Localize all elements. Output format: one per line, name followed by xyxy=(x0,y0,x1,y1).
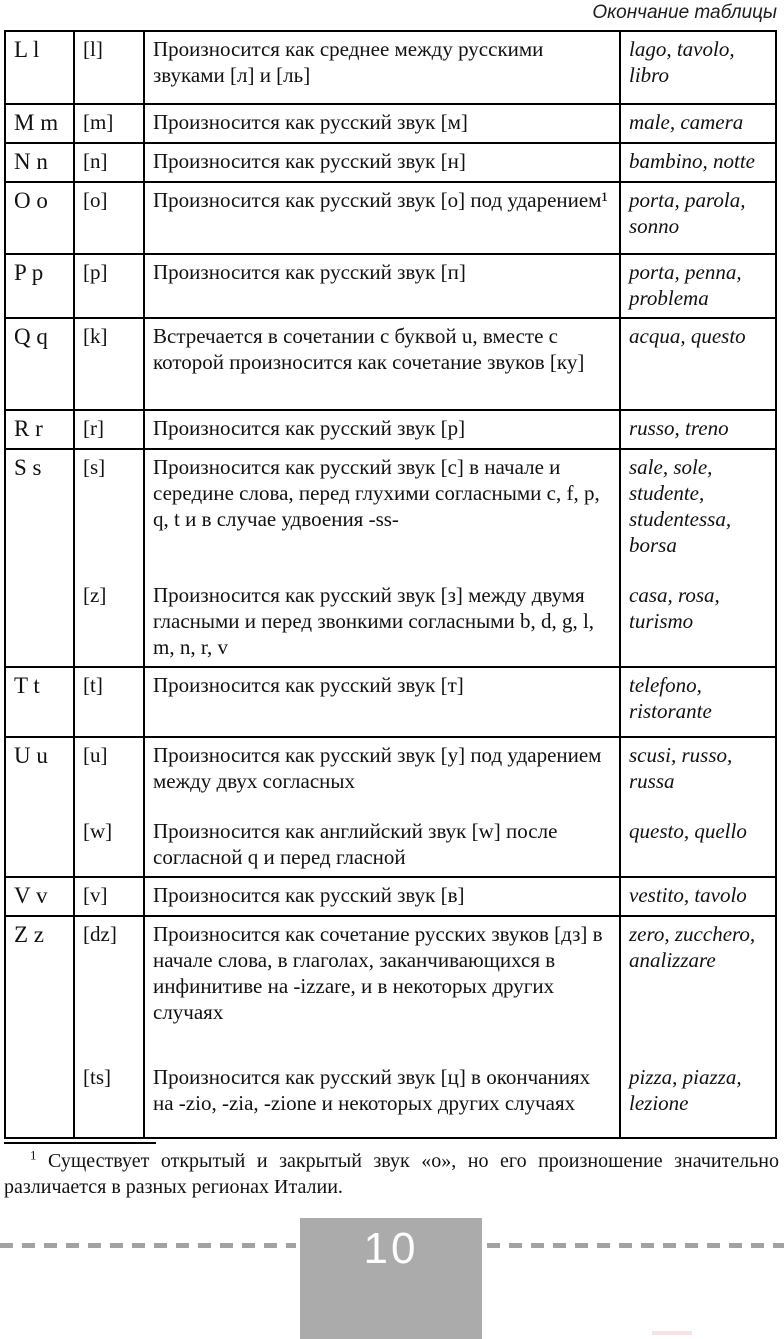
description-cell: Произносится как русский звук [т] xyxy=(145,668,621,736)
description-cell: Произносится как русский звук [з] между двумя гласными и перед звонкими согласными b, d, g, l, m, n, r, v xyxy=(145,564,621,666)
examples-cell: scusi, russo, russa xyxy=(629,743,733,793)
description-cell: Произносится как русский звук [ц] в окончаниях на -zio, -zia, -zione и некоторых других случаях xyxy=(145,1046,621,1137)
sound-cell: [t] xyxy=(75,668,145,736)
table-row-t xyxy=(6,666,775,736)
table-row-u xyxy=(6,736,775,876)
sound-cell: [v] xyxy=(75,878,145,915)
description-cell: Произносится как русский звук [м] xyxy=(145,105,621,142)
letter-cell: P p xyxy=(6,255,75,317)
sound-cell: [p] xyxy=(75,255,145,317)
examples-cell: pizza, piazza, lezione xyxy=(629,1065,742,1115)
letter-cell: L l xyxy=(6,32,75,103)
letter-cell: Q q xyxy=(6,319,75,409)
sound-cell: [w] xyxy=(75,800,145,876)
examples-cell: male, camera xyxy=(629,110,744,134)
examples-cell: acqua, questo xyxy=(629,324,746,348)
examples-cell: porta, penna, problema xyxy=(629,260,742,310)
sound-cell: [l] xyxy=(75,32,145,103)
description-cell: Произносится как среднее между русскими звуками [л] и [ль] xyxy=(145,32,621,103)
description-cell: Произносится как русский звук [о] под ударением¹ xyxy=(145,183,621,253)
description-cell: Произносится как русский звук [у] под ударением между двух согласных xyxy=(145,738,621,800)
sound-cell: [dz] xyxy=(75,917,145,1046)
description-cell: Произносится как русский звук [в] xyxy=(145,878,621,915)
footer-dashed-line-right xyxy=(487,1243,784,1248)
examples-cell: sale, sole, studente, studentessa, borsa xyxy=(629,455,732,557)
letter-cell: O o xyxy=(6,183,75,253)
description-cell: Встречается в сочетании с буквой u, вместе с которой произносится как сочетание звуков [ку] xyxy=(145,319,621,409)
sound-cell: [u] xyxy=(75,738,145,800)
sound-cell: [m] xyxy=(75,105,145,142)
sound-cell: [z] xyxy=(75,564,145,666)
letter-cell: U u xyxy=(6,738,75,876)
examples-cell: telefono, ristorante xyxy=(629,673,712,723)
letter-cell: V v xyxy=(6,878,75,915)
letter-cell: R r xyxy=(6,411,75,448)
table-row-z xyxy=(6,915,775,1137)
description-cell: Произносится как русский звук [р] xyxy=(145,411,621,448)
footnote xyxy=(4,1148,779,1200)
table-row-r xyxy=(6,409,775,448)
table-row-q xyxy=(6,317,775,409)
examples-cell: questo, quello xyxy=(629,819,747,843)
table-continuation-caption: Окончание таблицы xyxy=(592,2,777,23)
footnote-marker: 1 xyxy=(30,1147,37,1163)
sound-cell: [ts] xyxy=(75,1046,145,1137)
examples-cell: russo, treno xyxy=(629,416,729,440)
description-cell: Произносится как сочетание русских звуков [дз] в начале слова, в глаголах, заканчивающихся в инфинитиве на -izzare, и в некоторых других случаях xyxy=(145,917,621,1046)
examples-cell: vestito, tavolo xyxy=(629,883,747,907)
letter-cell: N n xyxy=(6,144,75,181)
table-row-p xyxy=(6,253,775,317)
footnote-text: Существует открытый и закрытый звук «о», но его произношение значительно различается в разных регионах Италии. xyxy=(4,1150,780,1198)
sound-cell: [o] xyxy=(75,183,145,253)
examples-cell: zero, zucchero, analizzare xyxy=(629,922,756,972)
table-row-n xyxy=(6,142,775,181)
footnote-separator xyxy=(4,1142,156,1144)
examples-cell: casa, rosa, turismo xyxy=(629,583,720,633)
sound-cell: [n] xyxy=(75,144,145,181)
letter-cell: Z z xyxy=(6,917,75,1137)
letter-cell: M m xyxy=(6,105,75,142)
page-number: 10 xyxy=(363,1224,419,1273)
table-row-m xyxy=(6,103,775,142)
description-cell: Произносится как английский звук [w] после согласной q и перед гласной xyxy=(145,800,621,876)
table-row-l xyxy=(6,32,775,103)
scan-artifact xyxy=(652,1331,692,1335)
table-row-s xyxy=(6,448,775,666)
letter-cell: S s xyxy=(6,450,75,666)
description-cell: Произносится как русский звук [н] xyxy=(145,144,621,181)
pronunciation-table xyxy=(4,30,777,1139)
table-row-o xyxy=(6,181,775,253)
table-row-v xyxy=(6,876,775,915)
examples-cell: bambino, notte xyxy=(629,149,755,173)
description-cell: Произносится как русский звук [с] в начале и середине слова, перед глухими согласными c, f, p, q, t и в случае удвоения -ss- xyxy=(145,450,621,564)
examples-cell: lago, tavolo, libro xyxy=(629,37,735,87)
footer-dashed-line-left xyxy=(0,1243,296,1248)
examples-cell: porta, parola, sonno xyxy=(629,188,746,238)
page-number-box xyxy=(300,1218,482,1339)
sound-cell: [k] xyxy=(75,319,145,409)
letter-cell: T t xyxy=(6,668,75,736)
sound-cell: [s] xyxy=(75,450,145,564)
description-cell: Произносится как русский звук [п] xyxy=(145,255,621,317)
sound-cell: [r] xyxy=(75,411,145,448)
